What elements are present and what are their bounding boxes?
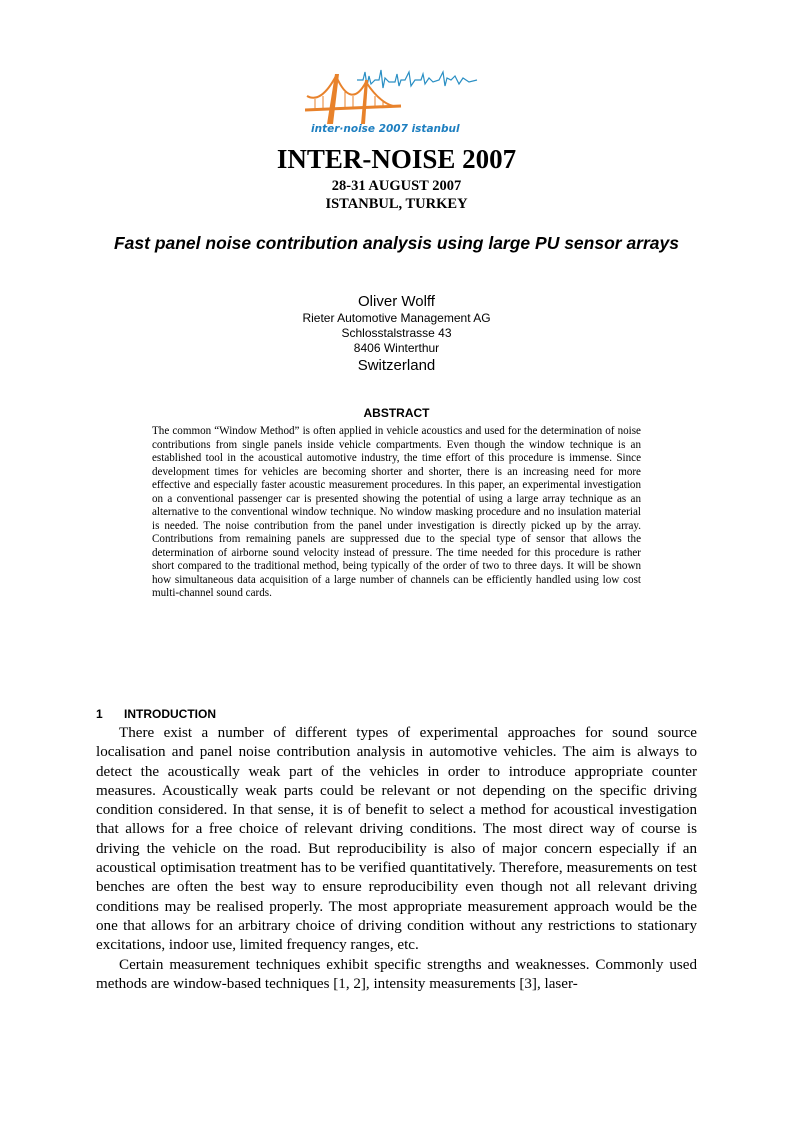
abstract-text: The common “Window Method” is often applied in vehicle acoustics and used for the determination of noise contributions from single panels inside vehicle compartments. Even though the window technique is an established tool in the acoustical automotive industry, the time effort of this procedure is immense. Since development times for vehicles are becoming shorter and shorter, there is an increasing need for more effective and especially faster acoustic measurement procedures. In this paper, an experimental investigation on a conventional passenger car is presented showing the potential of using a large array technique as an alternative to the conventional window technique. No window masking procedure and no insulation material is needed. The noise contribution from the panel under investigation is directly picked up by the array. Contributions from remaining panels are suppressed due to the special type of sensor that allows the determination of airborne sound velocity instead of pressure. The time needed for this procedure is rather short compared to the traditional method, being typically of the order of two to three days. It will be shown how simultaneous data acquisition of a large number of channels can be efficiently handled using low cost multi-channel sound cards. (152, 425, 641, 599)
abstract-heading: ABSTRACT (363, 406, 430, 420)
section-title: INTRODUCTION (124, 707, 216, 721)
author-organization: Rieter Automotive Management AG (302, 311, 491, 325)
bridge-cable (307, 76, 393, 106)
sound-wave-graphic (357, 70, 477, 88)
paragraph: There exist a number of different types of experimental approaches for sound source localisation and panel noise contribution analysis in automotive vehicles. The aim is always to detect the acoustically weak part of the vehicles in order to introduce appropriate counter measures. Acoustically weak parts could be relevant or not depending on the specific driving condition considered. In that sense, it is of benefit to select a method for acoustical investigation that allows for a free choice of relevant driving conditions. The most direct way of course is driving the vehicle on the road. But reproducibility is also of major concern especially if an acoustical optimisation treatment has to be verified quantitatively. Therefore, measurements on test benches are often the best way to ensure reproducibility even though not all relevant driving conditions may be realised properly. The most appropriate measurement approach would be the one that allows for an arbitrary choice of driving condition without any restrictions to stationary excitations, indoor use, limited frequency ranges, etc. (96, 725, 697, 954)
section-body (96, 724, 697, 994)
conference-title: INTER-NOISE 2007 (276, 144, 517, 174)
author-street: Schlosstalstrasse 43 (341, 326, 452, 340)
paragraph: Certain measurement techniques exhibit specific strengths and weaknesses. Commonly used methods are window-based techniques [1, 2], intensity measurements [3], laser- (96, 956, 697, 992)
bridge-tower-right (361, 80, 368, 124)
author-country: Switzerland (357, 357, 436, 374)
paper-title: Fast panel noise contribution analysis using large PU sensor arrays (113, 233, 680, 253)
logo-caption: inter·noise 2007 istanbul (311, 123, 460, 135)
author-city: 8406 Winterthur (353, 341, 440, 355)
conference-dates: 28-31 AUGUST 2007 (331, 178, 462, 194)
conference-logo (305, 66, 495, 136)
conference-location: ISTANBUL, TURKEY (325, 196, 468, 212)
bridge-logo-graphic (305, 66, 495, 136)
section-heading (96, 707, 216, 721)
author-name: Oliver Wolff (358, 293, 435, 310)
section-number: 1 (96, 707, 103, 721)
